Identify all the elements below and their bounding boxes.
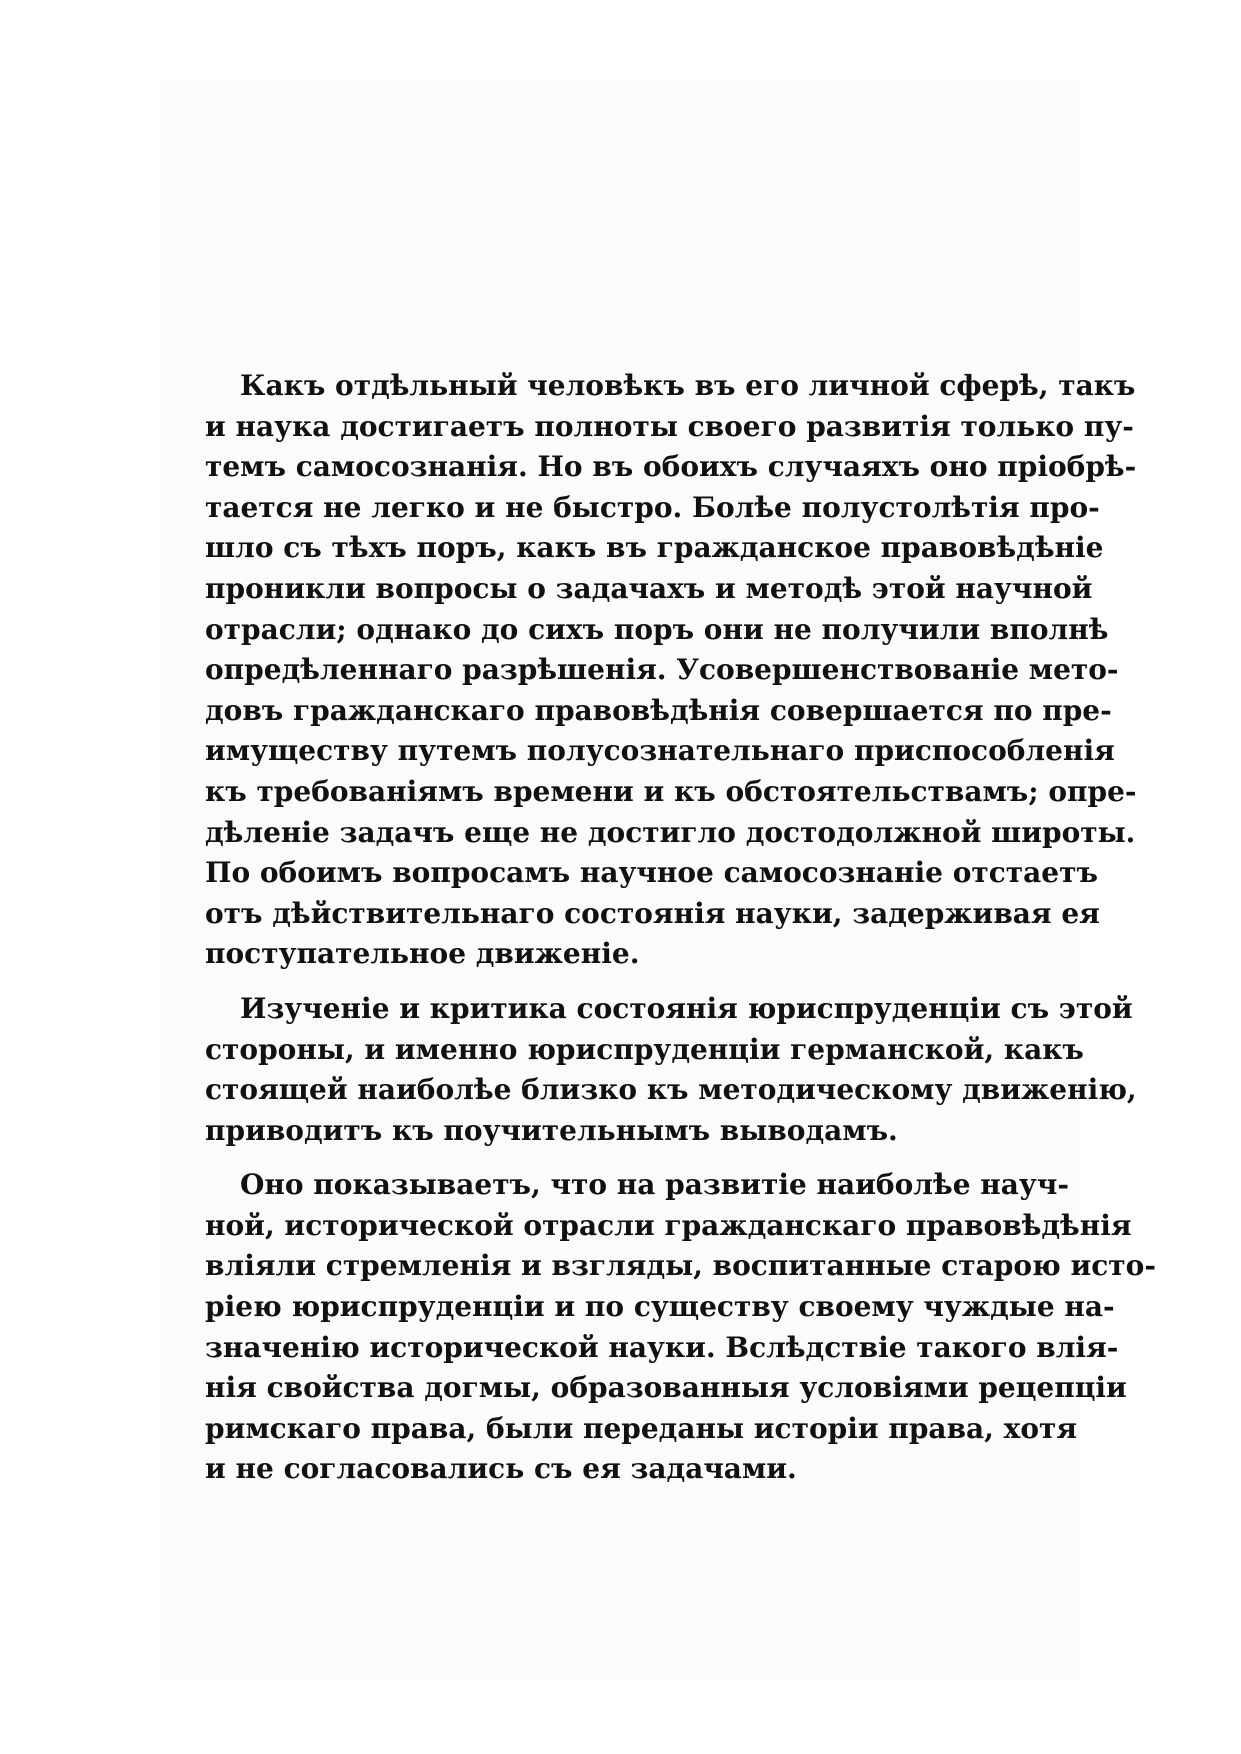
text-line: ріею юриспруденціи и по существу своему чуждые на- (205, 1290, 1115, 1324)
text-line: По обоимъ вопросамъ научное самосознаніе отстаетъ (205, 856, 1098, 890)
body-text (205, 366, 1156, 1490)
text-line: и не согласовались съ ея задачами. (205, 1452, 797, 1486)
text-line: приводитъ къ поучительнымъ выводамъ. (205, 1113, 898, 1147)
text-line: дѣленіе задачъ еще не достигло достодолжной широты. (205, 815, 1136, 849)
text-line: поступательное движеніе. (205, 937, 640, 971)
text-line: нія свойства догмы, образованныя условіями рецепціи (205, 1371, 1127, 1405)
text-line: отрасли; однако до сихъ поръ они не получили вполнѣ (205, 612, 1109, 646)
text-line: Оно показываетъ, что на развитіе наиболѣе науч- (240, 1168, 1069, 1202)
text-line: значенію исторической науки. Вслѣдствіе такого влія- (205, 1330, 1119, 1364)
text-line: къ требованіямъ времени и къ обстоятельствамъ; опре- (205, 774, 1137, 808)
text-line: довъ гражданскаго правовѣдѣнія совершается по пре- (205, 693, 1112, 727)
text-line: имуществу путемъ полусознательнаго приспособленія (205, 734, 1115, 768)
text-line: проникли вопросы о задачахъ и методѣ этой научной (205, 571, 1093, 605)
text-line: вліяли стремленія и взгляды, воспитанные старою исто- (205, 1249, 1156, 1283)
text-line: стороны, и именно юриспруденціи германской, какъ (205, 1032, 1084, 1066)
text-line: римскаго права, были переданы исторіи права, хотя (205, 1411, 1078, 1445)
text-line: шло съ тѣхъ поръ, какъ въ гражданское правовѣдѣніе (205, 531, 1104, 565)
text-line: тается не легко и не быстро. Болѣе полустолѣтія про- (205, 490, 1100, 524)
text-line: стоящей наиболѣе близко къ методическому движенію, (205, 1073, 1137, 1107)
text-line: и наука достигаетъ полноты своего развитія только пу- (205, 409, 1134, 443)
text-line: Какъ отдѣльный человѣкъ въ его личной сферѣ, такъ (240, 369, 1136, 402)
text-line: темъ самосознанія. Но въ обоихъ случаяхъ оно пріобрѣ- (205, 450, 1137, 484)
text-line: опредѣленнаго разрѣшенія. Усовершенствованіе мето- (205, 653, 1119, 687)
paragraph-3 (205, 1165, 1156, 1490)
text-line: ной, исторической отрасли гражданскаго правовѣдѣнія (205, 1208, 1132, 1242)
paragraph-2 (205, 989, 1137, 1151)
paragraph-1 (205, 366, 1137, 975)
text-line: Изученіе и критика состоянія юриспруденціи съ этой (240, 991, 1133, 1025)
text-line: отъ дѣйствительнаго состоянія науки, задерживая ея (205, 896, 1100, 930)
